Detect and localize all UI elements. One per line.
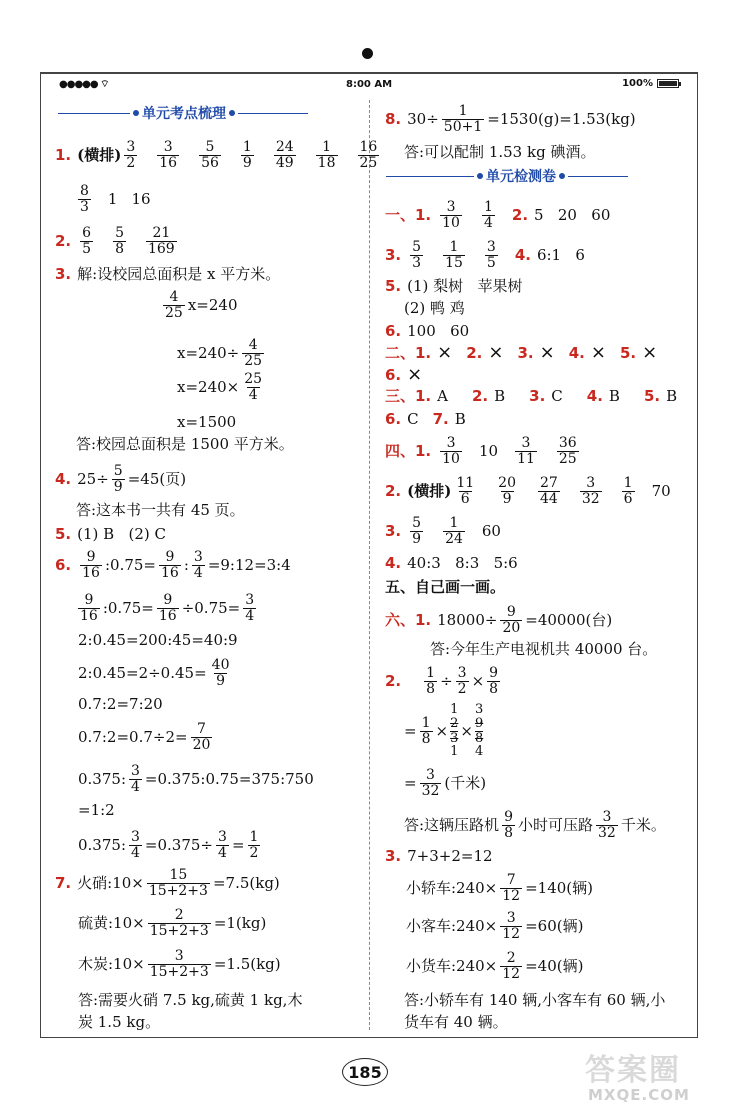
test-1-row1: 一、1. $\frac{3}{10}$ $\frac{1}{4}$ 2. 5 20 60 [385, 198, 611, 231]
answer-6-line5: 0.7:2=7:20 [78, 694, 163, 713]
wifi-icon: ⌔ [100, 79, 109, 90]
column-divider [369, 100, 370, 1030]
test-6-2-conclusion: 答:这辆压路机 $\frac{9}{8}$ 小时可压路 $\frac{3}{32}$ 千米。 [404, 808, 666, 841]
test-4-row1: 四、1. $\frac{3}{10}$ 10 $\frac{3}{11}$ $\frac{36}{25}$ [385, 434, 577, 467]
battery-status: 100% [622, 78, 679, 89]
answer-3-step1: $\frac{4}{25}$ x=240 [165, 288, 238, 321]
section-title-review: 单元考点梳理 [58, 103, 308, 123]
test-6-3-line2: 小客车:240× $\frac{3}{12}$ =60(辆) [406, 909, 584, 942]
battery-icon [657, 79, 679, 88]
fraction-6: $\frac{16}{25}$ [359, 138, 378, 171]
test-2-row2: 6. × [385, 364, 423, 385]
test-6-2-line1: 2. $\frac{1}{8}$ ÷ $\frac{3}{2}$ × $\frac{9}{8}$ [385, 664, 499, 697]
fraction-1: $\frac{5}{8}$ [115, 224, 124, 257]
test-1-5a: 5. (1) 梨树 苹果树 [385, 276, 523, 295]
answer-7-line3: 木炭:10× $\frac{3}{15+2+3}$ =1.5(kg) [78, 947, 281, 980]
answer-8: 8. 30÷ $\frac{1}{50+1}$ =1530(g)=1.53(kg) [385, 102, 636, 135]
test-2-row1: 二、1. × 2. × 3. × 4. × 5. × [385, 342, 658, 363]
section-title-test: 单元检测卷 [386, 166, 628, 186]
test-6-1-conclusion: 答:今年生产电视机共 40000 台。 [430, 639, 658, 658]
fraction-4: $\frac{24}{49}$ [275, 138, 294, 171]
answer-5: 5. (1) B (2) C [55, 524, 166, 543]
answer-3-conclusion: 答:校园总面积是 1500 平方米。 [76, 434, 294, 453]
answer-2: 2. $\frac{6}{5}$ $\frac{5}{8}$ $\frac{21}{169}$ [55, 224, 175, 257]
answer-3: 3. 解:设校园总面积是 x 平方米。 [55, 264, 281, 283]
answer-4: 4. 25÷ $\frac{5}{9}$ =45(页) [55, 462, 187, 495]
answer-8-conclusion: 答:可以配制 1.53 kg 碘酒。 [404, 142, 596, 161]
test-6-3-line1: 小轿车:240× $\frac{7}{12}$ =140(辆) [406, 871, 593, 904]
test-6-2-line2: = $\frac{1}{8}$ × 1 2 3 1 × 3 9 8 4 [404, 702, 484, 760]
camera-dot [362, 48, 373, 59]
answer-6-line7: 0.375: $\frac{3}{4}$ =0.375:0.75=375:750 [78, 762, 314, 795]
answer-6-line2: $\frac{9}{16}$ :0.75= $\frac{9}{16}$ ÷0.75= $\frac{3}{4}$ [80, 591, 255, 624]
fraction-2: $\frac{21}{169}$ [147, 224, 175, 257]
answer-6-line1: 6. $\frac{9}{16}$ :0.75= $\frac{9}{16}$ : $\frac{3}{4}$ =9:12=3:4 [55, 548, 291, 581]
answer-7-conclusion-2: 炭 1.5 kg。 [78, 1012, 161, 1031]
test-4-row4: 4. 40:3 8:3 5:6 [385, 553, 518, 572]
fraction-0: $\frac{3}{2}$ [126, 138, 136, 171]
status-bar [41, 74, 697, 98]
test-6-3-conclusion-2: 货车有 40 辆。 [404, 1012, 508, 1031]
answer-7-line1: 7. 火硝:10× $\frac{15}{15+2+3}$ =7.5(kg) [55, 866, 280, 899]
test-4-row3: 3. $\frac{5}{9}$ $\frac{1}{24}$ 60 [385, 514, 501, 547]
test-6-3: 3. 7+3+2=12 [385, 846, 493, 865]
watermark-url: MXQE.COM [588, 1086, 690, 1104]
fraction-1: $\frac{20}{9}$ [498, 474, 516, 507]
test-1-5b: (2) 鸭 鸡 [404, 298, 465, 317]
answer-6-line4: 2:0.45=2÷0.45= $\frac{40}{9}$ [78, 656, 230, 689]
status-time: 8:00 AM [346, 79, 393, 90]
fraction-4: $\frac{1}{6}$ [623, 474, 633, 507]
test-1-row2: 3. $\frac{5}{3}$ $\frac{1}{15}$ $\frac{3}{5}$ 4. 6:1 6 [385, 238, 585, 271]
page-number: 185 [342, 1058, 388, 1086]
answer-7-conclusion-1: 答:需要火硝 7.5 kg,硫黄 1 kg,木 [78, 990, 303, 1009]
test-6-2-line3: = $\frac{3}{32}$ (千米) [404, 766, 487, 799]
test-6-3-line3: 小货车:240× $\frac{2}{12}$ =40(辆) [406, 949, 584, 982]
fraction-3: $\frac{3}{32}$ [581, 474, 600, 507]
signal-icon: ●●●●● ⌔ [59, 79, 109, 90]
test-5: 五、自己画一画。 [385, 577, 506, 596]
answer-3-step4: x=1500 [177, 412, 237, 431]
answer-3-step2: x=240÷ $\frac{4}{25}$ [177, 336, 263, 369]
fraction-0: $\frac{11}{6}$ [456, 474, 475, 507]
fraction-5: $\frac{1}{18}$ [317, 138, 336, 171]
answer-6-line3: 2:0.45=200:45=40:9 [78, 630, 238, 649]
fraction-1: $\frac{3}{16}$ [159, 138, 178, 171]
answer-1: 1. (横排) $\frac{3}{2}$ $\frac{3}{16}$ $\frac{5}{56}$ $\frac{1}{9}$ $\frac{24}{49}$ $\frac{1}{18}$ $\frac{16}{25}$ [55, 138, 378, 171]
answer-4-conclusion: 答:这本书一共有 45 页。 [76, 500, 245, 519]
watermark-logo: 答案圈 [585, 1053, 681, 1088]
answer-1-line2: $\frac{8}{3}$ 1 16 [80, 182, 151, 215]
test-1-6: 6. 100 60 [385, 321, 470, 340]
answer-6-line8: =1:2 [78, 800, 115, 819]
fraction-0: $\frac{6}{5}$ [82, 224, 92, 257]
fraction-3: $\frac{1}{9}$ [242, 138, 252, 171]
test-3-row2: 6. C 7. B [385, 409, 466, 428]
test-6-3-conclusion-1: 答:小轿车有 140 辆,小客车有 60 辆,小 [404, 990, 666, 1009]
test-3-row1: 三、1. A 2. B 3. C 4. B 5. B [385, 386, 678, 405]
answer-6-line9: 0.375: $\frac{3}{4}$ =0.375÷ $\frac{3}{4}$ = $\frac{1}{2}$ [78, 828, 259, 861]
fraction-2: $\frac{27}{44}$ [540, 474, 558, 507]
test-6-1: 六、1. 18000÷ $\frac{9}{20}$ =40000(台) [385, 603, 613, 636]
fraction-2: $\frac{5}{56}$ [201, 138, 219, 171]
answer-7-line2: 硫黄:10× $\frac{2}{15+2+3}$ =1(kg) [78, 906, 267, 939]
answer-3-step3: x=240× $\frac{25}{4}$ [177, 370, 263, 403]
answer-6-line6: 0.7:2=0.7÷2= $\frac{7}{20}$ [78, 720, 211, 753]
test-4-row2: 2. (横排) $\frac{11}{6}$ $\frac{20}{9}$ $\frac{27}{44}$ $\frac{3}{32}$ $\frac{1}{6}$ 70 [385, 474, 671, 507]
